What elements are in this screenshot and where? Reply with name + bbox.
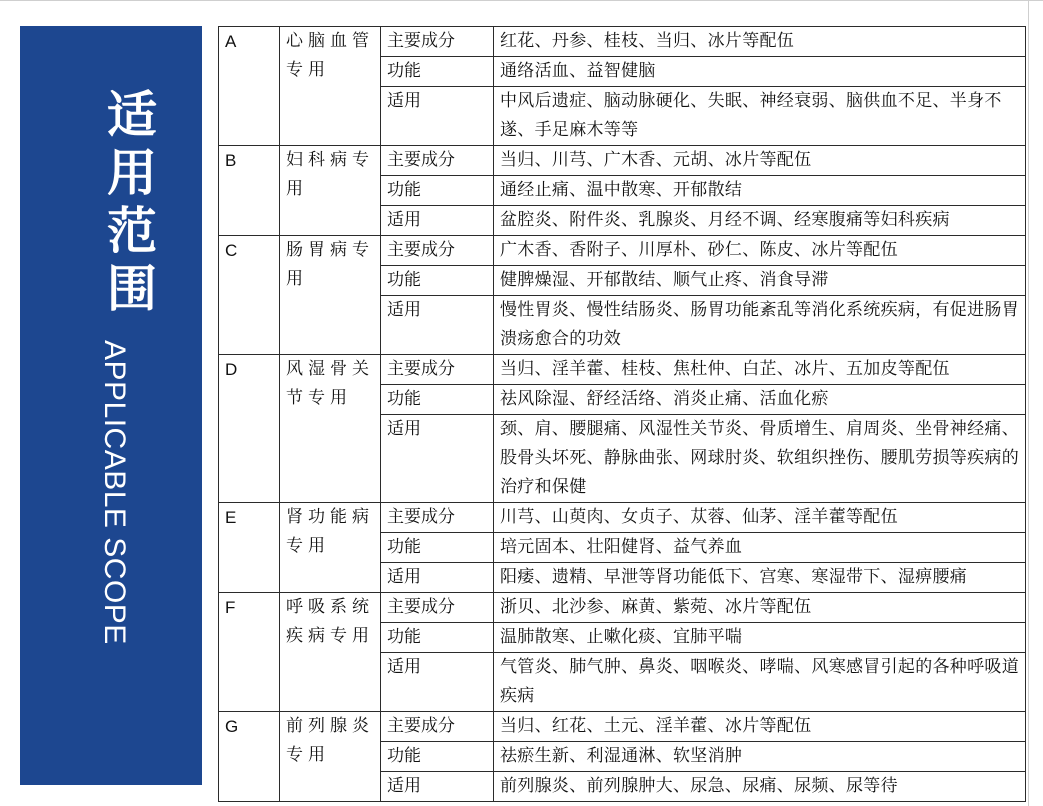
banner-title-char: 适 — [107, 86, 157, 144]
group-category: 呼吸系统疾病专用 — [280, 593, 381, 712]
field-value: 当归、红花、土元、淫羊藿、冰片等配伍 — [494, 712, 1026, 742]
group-category: 肠胃病专用 — [280, 236, 381, 355]
field-label: 功能 — [381, 623, 494, 653]
table-row — [219, 593, 1026, 623]
field-label: 功能 — [381, 533, 494, 563]
field-label: 主要成分 — [381, 712, 494, 742]
field-value: 前列腺炎、前列腺肿大、尿急、尿痛、尿频、尿等待 — [494, 772, 1026, 802]
field-label: 主要成分 — [381, 355, 494, 385]
field-value: 慢性胃炎、慢性结肠炎、肠胃功能紊乱等消化系统疾病，有促进肠胃溃疡愈合的功效 — [494, 296, 1026, 355]
group-code: B — [219, 146, 280, 236]
field-value: 通经止痛、温中散寒、开郁散结 — [494, 176, 1026, 206]
field-label: 适用 — [381, 296, 494, 355]
banner-title-char: 围 — [107, 260, 157, 318]
field-value: 川芎、山萸肉、女贞子、苁蓉、仙茅、淫羊藿等配伍 — [494, 503, 1026, 533]
group-code: A — [219, 27, 280, 146]
field-value: 盆腔炎、附件炎、乳腺炎、月经不调、经寒腹痛等妇科疾病 — [494, 206, 1026, 236]
group-category: 肾功能病专用 — [280, 503, 381, 593]
field-label: 适用 — [381, 563, 494, 593]
field-label: 适用 — [381, 206, 494, 236]
field-value: 红花、丹参、桂枝、当归、冰片等配伍 — [494, 27, 1026, 57]
field-value: 温肺散寒、止嗽化痰、宜肺平喘 — [494, 623, 1026, 653]
field-value: 颈、肩、腰腿痛、风湿性关节炎、骨质增生、肩周炎、坐骨神经痛、股骨头坏死、静脉曲张、网球肘炎、软组织挫伤、腰肌劳损等疾病的治疗和保健 — [494, 415, 1026, 503]
field-value: 气管炎、肺气肿、鼻炎、咽喉炎、哮喘、风寒感冒引起的各种呼吸道疾病 — [494, 653, 1026, 712]
group-category: 妇科病专用 — [280, 146, 381, 236]
field-label: 主要成分 — [381, 503, 494, 533]
scope-table-body — [219, 27, 1026, 802]
table-row — [219, 27, 1026, 57]
table-row — [219, 355, 1026, 385]
field-value: 祛瘀生新、利湿通淋、软坚消肿 — [494, 742, 1026, 772]
field-label: 主要成分 — [381, 27, 494, 57]
table-row — [219, 503, 1026, 533]
banner-title-char: 范 — [107, 202, 157, 260]
right-edge-line — [1028, 0, 1029, 806]
field-label: 功能 — [381, 385, 494, 415]
field-value: 当归、淫羊藿、桂枝、焦杜仲、白芷、冰片、五加皮等配伍 — [494, 355, 1026, 385]
table-row — [219, 146, 1026, 176]
group-category: 前列腺炎专用 — [280, 712, 381, 802]
field-value: 浙贝、北沙参、麻黄、紫菀、冰片等配伍 — [494, 593, 1026, 623]
field-label: 主要成分 — [381, 146, 494, 176]
field-label: 功能 — [381, 57, 494, 87]
group-code: E — [219, 503, 280, 593]
field-label: 主要成分 — [381, 236, 494, 266]
field-label: 功能 — [381, 176, 494, 206]
field-value: 通络活血、益智健脑 — [494, 57, 1026, 87]
field-label: 适用 — [381, 415, 494, 503]
table-row — [219, 236, 1026, 266]
banner-title-char: 用 — [107, 144, 157, 202]
field-label: 适用 — [381, 772, 494, 802]
banner-subtitle: APPLICABLE SCOPE — [98, 340, 131, 645]
group-category: 风湿骨关节专用 — [280, 355, 381, 503]
top-edge-line — [0, 0, 1043, 1]
group-code: D — [219, 355, 280, 503]
group-category: 心脑血管专用 — [280, 27, 381, 146]
field-value: 当归、川芎、广木香、元胡、冰片等配伍 — [494, 146, 1026, 176]
field-value: 健脾燥湿、开郁散结、顺气止疼、消食导滞 — [494, 266, 1026, 296]
field-label: 适用 — [381, 653, 494, 712]
scope-table — [218, 26, 1026, 802]
field-value: 中风后遗症、脑动脉硬化、失眠、神经衰弱、脑供血不足、半身不遂、手足麻木等等 — [494, 87, 1026, 146]
field-value: 阳痿、遗精、早泄等肾功能低下、宫寒、寒湿带下、湿痹腰痛 — [494, 563, 1026, 593]
field-label: 功能 — [381, 266, 494, 296]
field-value: 祛风除湿、舒经活络、消炎止痛、活血化瘀 — [494, 385, 1026, 415]
group-code: F — [219, 593, 280, 712]
field-value: 广木香、香附子、川厚朴、砂仁、陈皮、冰片等配伍 — [494, 236, 1026, 266]
field-label: 适用 — [381, 87, 494, 146]
group-code: C — [219, 236, 280, 355]
field-label: 功能 — [381, 742, 494, 772]
banner-title — [106, 86, 158, 318]
field-value: 培元固本、壮阳健肾、益气养血 — [494, 533, 1026, 563]
table-row — [219, 712, 1026, 742]
group-code: G — [219, 712, 280, 802]
field-label: 主要成分 — [381, 593, 494, 623]
